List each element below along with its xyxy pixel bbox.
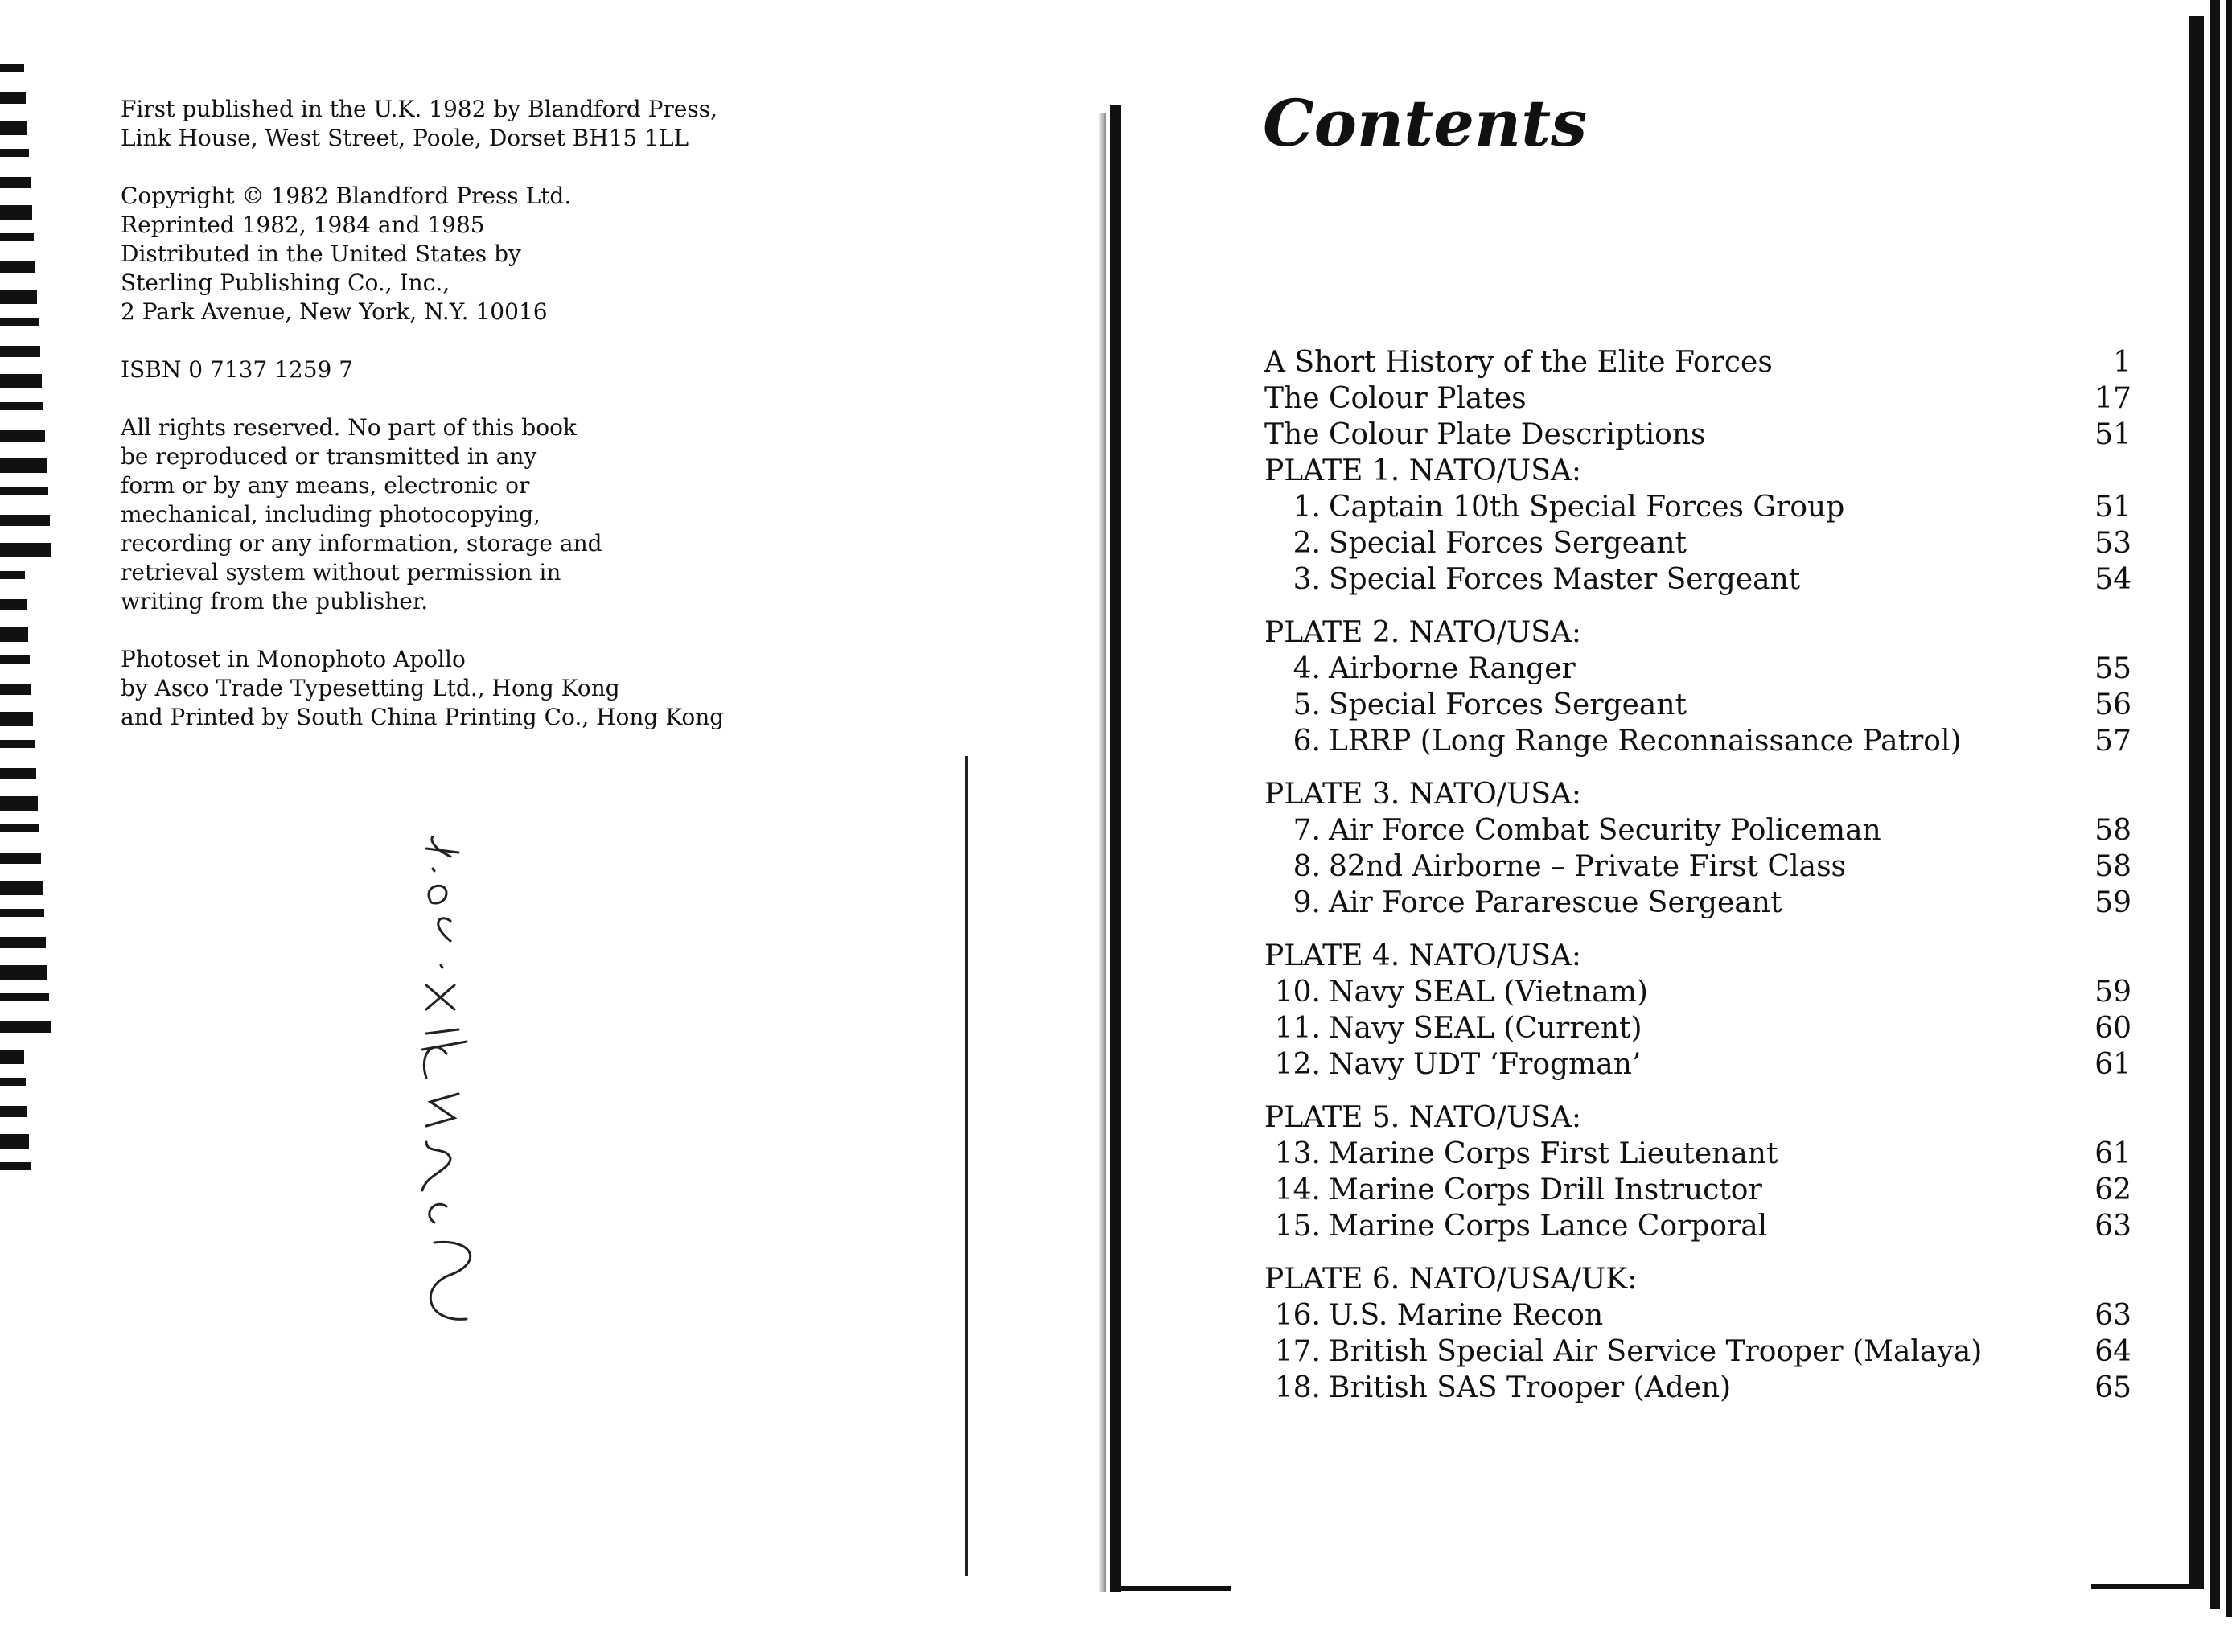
- bottom-edge-right: [2091, 1584, 2204, 1589]
- toc-entry-number: 5.: [1293, 688, 1321, 721]
- toc-entry-number: 15.: [1274, 1210, 1321, 1243]
- toc-plate-heading-text: PLATE 5. NATO/USA:: [1264, 1101, 1581, 1134]
- imprint-line: Photoset in Monophoto Apollo: [121, 646, 466, 672]
- toc-entry-text: Airborne Ranger: [1329, 652, 1576, 685]
- bleed-mark: [0, 740, 35, 748]
- toc-entry-text: Special Forces Master Sergeant: [1329, 563, 1801, 596]
- imprint-line: All rights reserved. No part of this book: [121, 414, 577, 441]
- toc-page-number: 51: [2094, 491, 2131, 524]
- toc-plate-group: [1264, 938, 2131, 1083]
- imprint-line: First published in the U.K. 1982 by Blandford Press,: [121, 96, 718, 122]
- imprint-paragraph: [121, 645, 748, 732]
- toc-page-number: 61: [2094, 1137, 2131, 1170]
- toc-page-number: 65: [2094, 1371, 2131, 1404]
- toc-entry-text: The Colour Plates: [1264, 382, 1527, 415]
- bleed-mark: [0, 64, 24, 72]
- toc-entry-number: 17.: [1274, 1335, 1321, 1368]
- toc-entry: [1264, 812, 2131, 849]
- bleed-mark: [0, 487, 48, 495]
- toc-entry-text: The Colour Plate Descriptions: [1264, 418, 1706, 451]
- toc-entry: [1264, 849, 2131, 885]
- toc-entry: [1264, 1010, 2131, 1046]
- toc-page-number: 51: [2094, 418, 2131, 451]
- toc-entry: [1264, 1370, 2131, 1406]
- toc-entry: [1264, 1136, 2131, 1172]
- bleed-mark: [0, 684, 31, 695]
- toc-plate-heading-text: PLATE 1. NATO/USA:: [1264, 454, 1581, 487]
- toc-entry: [1264, 974, 2131, 1010]
- toc-entry-text: Captain 10th Special Forces Group: [1329, 491, 1845, 524]
- bleed-mark: [0, 655, 30, 664]
- toc-entry-number: 16.: [1274, 1299, 1321, 1332]
- imprint-line: Reprinted 1982, 1984 and 1985: [121, 212, 485, 238]
- contents-title: Contents: [1263, 85, 1588, 161]
- toc-page-number: 57: [2094, 725, 2131, 758]
- toc-entry: [1264, 651, 2131, 687]
- toc-plate-heading: [1264, 453, 2131, 489]
- bleed-mark: [0, 993, 49, 1001]
- imprint-paragraph: [121, 413, 748, 616]
- toc-plate-group: [1264, 614, 2131, 759]
- handwritten-note: [346, 836, 507, 1335]
- book-spine: [1110, 105, 1121, 1592]
- toc-page-number: 63: [2094, 1299, 2131, 1332]
- bleed-mark: [0, 571, 25, 579]
- toc-plate-heading: [1264, 938, 2131, 974]
- bleed-mark: [0, 177, 31, 188]
- toc-entry-number: 14.: [1274, 1173, 1321, 1206]
- toc-entry: [1264, 525, 2131, 561]
- toc-plate-heading: [1264, 1099, 2131, 1136]
- toc-entry: [1264, 1208, 2131, 1244]
- toc-entry-number: 8.: [1293, 850, 1321, 883]
- toc-plate-group: [1264, 453, 2131, 598]
- toc-plate-heading-text: PLATE 2. NATO/USA:: [1264, 616, 1581, 649]
- toc-plate-heading: [1264, 776, 2131, 812]
- bleed-mark: [0, 261, 35, 273]
- imprint-line: Distributed in the United States by: [121, 240, 521, 267]
- toc-entry-number: 3.: [1293, 563, 1321, 596]
- imprint-line: be reproduced or transmitted in any: [121, 443, 537, 470]
- bleed-mark: [0, 1050, 24, 1064]
- toc-page-number: 59: [2094, 976, 2131, 1009]
- gutter-line: [965, 756, 968, 1576]
- toc-page-number: 58: [2094, 814, 2131, 847]
- bleed-mark: [0, 149, 29, 157]
- toc-page-number: 17: [2094, 382, 2131, 415]
- toc-entry: [1264, 723, 2131, 759]
- toc-entry: [1264, 489, 2131, 525]
- toc-entry: [1264, 561, 2131, 598]
- toc-entry-text: Navy SEAL (Vietnam): [1329, 976, 1648, 1009]
- toc-page-number: 59: [2094, 886, 2131, 919]
- imprint-line: mechanical, including photocopying,: [121, 501, 541, 528]
- bleed-mark: [0, 1106, 27, 1117]
- bleed-mark: [0, 318, 39, 326]
- imprint-line: Copyright © 1982 Blandford Press Ltd.: [121, 183, 572, 209]
- toc-entry-number: 18.: [1274, 1371, 1321, 1404]
- toc-page-number: 54: [2094, 563, 2131, 596]
- bleed-mark: [0, 796, 38, 811]
- bleed-mark: [0, 627, 28, 642]
- toc-page-number: 1: [2113, 346, 2131, 379]
- imprint-line: recording or any information, storage and: [121, 530, 602, 557]
- bleed-mark: [0, 346, 40, 357]
- toc-entry-number: 9.: [1293, 886, 1321, 919]
- bleed-mark: [0, 205, 32, 220]
- toc-entry-text: Air Force Combat Security Policeman: [1329, 814, 1881, 847]
- imprint-line: writing from the publisher.: [121, 588, 429, 614]
- bleed-mark: [0, 233, 34, 241]
- toc-entry-text: Navy UDT ‘Frogman’: [1329, 1048, 1642, 1081]
- toc-page-number: 62: [2094, 1173, 2131, 1206]
- toc-plate-heading-text: PLATE 3. NATO/USA:: [1264, 778, 1581, 811]
- bleed-mark: [0, 121, 27, 135]
- toc-page-number: 63: [2094, 1210, 2131, 1243]
- bleed-mark: [0, 543, 51, 557]
- bleed-mark: [0, 824, 39, 832]
- bleed-mark: [0, 92, 26, 104]
- bleed-mark: [0, 909, 44, 917]
- toc-entry-text: U.S. Marine Recon: [1329, 1299, 1604, 1332]
- bleed-mark: [0, 768, 36, 779]
- toc-entry-text: LRRP (Long Range Reconnaissance Patrol): [1329, 725, 1962, 758]
- toc-entry-text: Navy SEAL (Current): [1329, 1012, 1642, 1045]
- toc-entry-number: 13.: [1274, 1137, 1321, 1170]
- left-margin-bleed: [0, 0, 56, 1174]
- toc-plate-heading-text: PLATE 6. NATO/USA/UK:: [1264, 1263, 1638, 1296]
- toc-plate-group: [1264, 1261, 2131, 1406]
- imprint-page: [121, 95, 748, 761]
- page-edge-1: [2189, 16, 2204, 1584]
- imprint-paragraph: [121, 95, 748, 153]
- bleed-mark: [0, 515, 50, 526]
- toc-entry: [1264, 1046, 2131, 1083]
- toc-page-number: 60: [2094, 1012, 2131, 1045]
- toc-page-number: 64: [2094, 1335, 2131, 1368]
- toc-page-number: 55: [2094, 652, 2131, 685]
- bleed-mark: [0, 712, 33, 726]
- toc-entry-number: 11.: [1274, 1012, 1321, 1045]
- toc-entry: [1264, 885, 2131, 921]
- bottom-edge-left: [1110, 1586, 1231, 1591]
- bleed-mark: [0, 430, 45, 442]
- toc-entry-text: Special Forces Sergeant: [1329, 527, 1687, 560]
- bleed-mark: [0, 290, 37, 304]
- imprint-line: and Printed by South China Printing Co., Hong Kong: [121, 704, 725, 730]
- toc-entry-text: Special Forces Sergeant: [1329, 688, 1687, 721]
- bleed-mark: [0, 853, 41, 864]
- imprint-line: 2 Park Avenue, New York, N.Y. 10016: [121, 298, 548, 325]
- imprint-line: Sterling Publishing Co., Inc.,: [121, 269, 450, 296]
- bleed-mark: [0, 881, 43, 895]
- toc-entry-number: 1.: [1293, 491, 1321, 524]
- bleed-mark: [0, 1134, 29, 1149]
- bleed-mark: [0, 937, 46, 948]
- bleed-mark: [0, 458, 47, 473]
- toc-entry-text: Marine Corps Lance Corporal: [1329, 1210, 1768, 1243]
- imprint-line: by Asco Trade Typesetting Ltd., Hong Kong: [121, 675, 620, 701]
- toc-entry-text: British Special Air Service Trooper (Malaya): [1329, 1335, 1983, 1368]
- bleed-mark: [0, 965, 47, 980]
- page-edge-3: [2226, 0, 2232, 1617]
- page-edge-2: [2210, 0, 2220, 1609]
- imprint-line: Link House, West Street, Poole, Dorset BH15 1LL: [121, 125, 689, 151]
- bleed-mark: [0, 402, 43, 410]
- table-of-contents: [1264, 344, 2131, 1406]
- bleed-mark: [0, 374, 42, 388]
- bleed-mark: [0, 599, 27, 610]
- toc-page-number: 61: [2094, 1048, 2131, 1081]
- toc-entry-text: Marine Corps Drill Instructor: [1329, 1173, 1762, 1206]
- toc-entry-number: 4.: [1293, 652, 1321, 685]
- imprint-line: form or by any means, electronic or: [121, 472, 530, 499]
- toc-entry-number: 2.: [1293, 527, 1321, 560]
- toc-plate-heading-text: PLATE 4. NATO/USA:: [1264, 939, 1581, 972]
- toc-entry-number: 7.: [1293, 814, 1321, 847]
- imprint-paragraph: [121, 355, 748, 384]
- toc-entry-text: British SAS Trooper (Aden): [1329, 1371, 1732, 1404]
- toc-entry-text: Air Force Pararescue Sergeant: [1329, 886, 1782, 919]
- bleed-mark: [0, 1162, 31, 1170]
- toc-page-number: 58: [2094, 850, 2131, 883]
- imprint-line: ISBN 0 7137 1259 7: [121, 356, 354, 383]
- toc-entry: [1264, 380, 2131, 417]
- toc-entry-text: A Short History of the Elite Forces: [1264, 346, 1773, 379]
- toc-entry: [1264, 687, 2131, 723]
- toc-entry: [1264, 417, 2131, 453]
- imprint-line: retrieval system without permission in: [121, 559, 561, 586]
- imprint-paragraph: [121, 182, 748, 327]
- toc-page-number: 56: [2094, 688, 2131, 721]
- toc-plate-heading: [1264, 1261, 2131, 1297]
- toc-entry-text: 82nd Airborne – Private First Class: [1329, 850, 1847, 883]
- toc-page-number: 53: [2094, 527, 2131, 560]
- spine-shadow: [1098, 113, 1106, 1592]
- toc-top-group: [1264, 344, 2131, 453]
- toc-entry: [1264, 1334, 2131, 1370]
- toc-entry: [1264, 1172, 2131, 1208]
- toc-plate-group: [1264, 776, 2131, 921]
- toc-plate-heading: [1264, 614, 2131, 651]
- toc-entry-number: 10.: [1274, 976, 1321, 1009]
- toc-entry-number: 6.: [1293, 725, 1321, 758]
- toc-entry-number: 12.: [1274, 1048, 1321, 1081]
- toc-entry: [1264, 1297, 2131, 1334]
- toc-plate-group: [1264, 1099, 2131, 1244]
- toc-entry-text: Marine Corps First Lieutenant: [1329, 1137, 1778, 1170]
- bleed-mark: [0, 1078, 26, 1086]
- bleed-mark: [0, 1021, 51, 1033]
- toc-entry: [1264, 344, 2131, 380]
